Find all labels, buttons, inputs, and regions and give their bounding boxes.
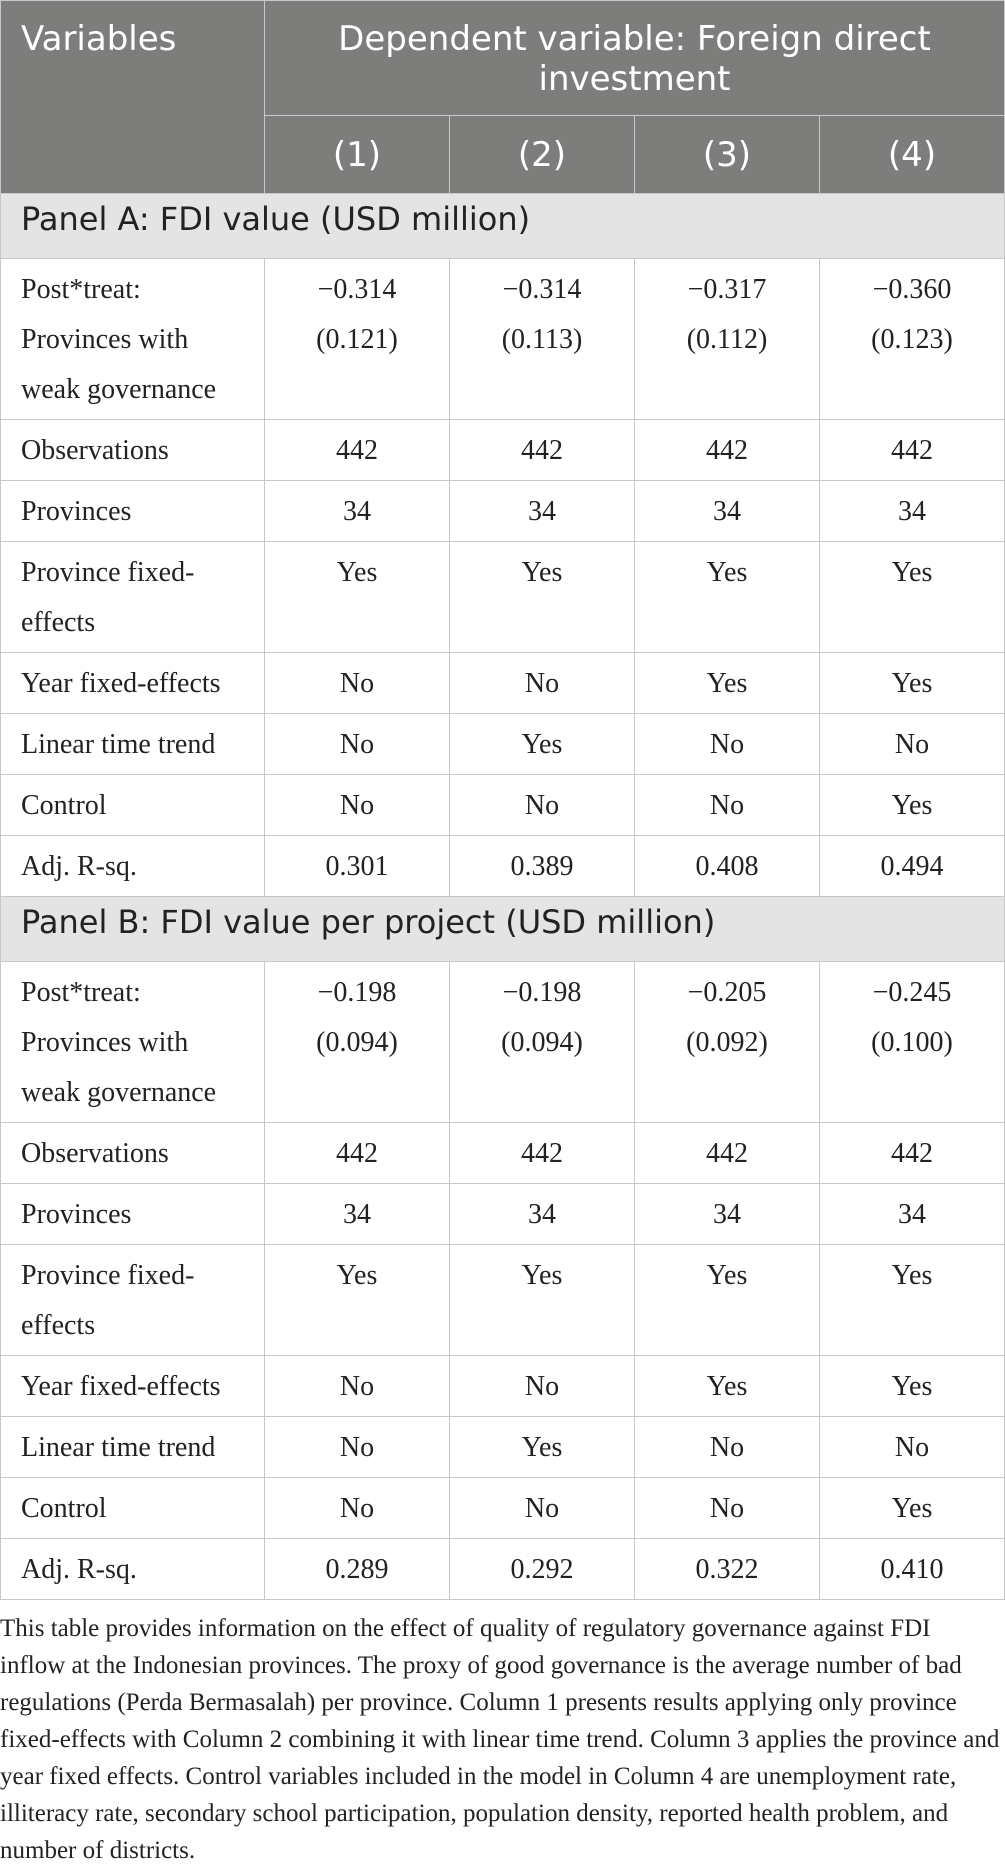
cell-value: No [339, 729, 375, 760]
row-label [1, 1123, 265, 1184]
cell-value: 34 [528, 1199, 556, 1230]
cell-value: −0.198 [317, 977, 397, 1008]
table-cell [265, 1245, 450, 1356]
table-cell [820, 836, 1005, 897]
cell-value: 442 [891, 1138, 933, 1169]
table-cell [635, 420, 820, 481]
table-cell [450, 775, 635, 836]
row-label [1, 1245, 265, 1356]
row-label-line: Provinces [21, 496, 132, 527]
cell-value: 34 [898, 1199, 926, 1230]
table-cell [265, 1123, 450, 1184]
cell-value: No [894, 729, 930, 760]
cell-standard-error: (0.092) [686, 1027, 768, 1058]
row-label-line: Adj. R-sq. [21, 1554, 137, 1585]
panel-title: Panel A: FDI value (USD million) [1, 194, 1005, 259]
table-cell [450, 1478, 635, 1539]
table-cell [265, 1539, 450, 1600]
cell-value: No [524, 1371, 560, 1402]
row-label [1, 653, 265, 714]
table-row [1, 653, 1005, 714]
cell-value: No [709, 790, 745, 821]
table-row [1, 481, 1005, 542]
table-body [1, 194, 1005, 1600]
table-cell [635, 1123, 820, 1184]
row-label [1, 259, 265, 420]
table-row [1, 775, 1005, 836]
table-row [1, 259, 1005, 420]
column-header-1: (1) [265, 116, 450, 194]
table-header [1, 1, 1005, 194]
table-cell [820, 1356, 1005, 1417]
row-label-line: Year fixed-effects [21, 668, 221, 699]
cell-value: 0.292 [510, 1554, 574, 1585]
cell-value: 0.301 [325, 851, 389, 882]
cell-standard-error: (0.123) [871, 324, 953, 355]
row-label [1, 542, 265, 653]
cell-value: Yes [891, 1493, 933, 1524]
table-cell [450, 542, 635, 653]
table-cell [820, 1539, 1005, 1600]
table-cell [820, 1417, 1005, 1478]
cell-value: No [709, 1432, 745, 1463]
cell-value: 442 [521, 1138, 563, 1169]
table-cell [265, 1478, 450, 1539]
table-row [1, 962, 1005, 1123]
table-cell [635, 481, 820, 542]
cell-value: 0.389 [510, 851, 574, 882]
table-cell [635, 775, 820, 836]
row-label [1, 714, 265, 775]
panel-header-row [1, 897, 1005, 962]
table-cell [265, 1184, 450, 1245]
table-cell [265, 714, 450, 775]
table-row [1, 714, 1005, 775]
cell-value: 34 [528, 496, 556, 527]
row-label-line: weak governance [21, 1077, 217, 1108]
cell-value: Yes [521, 557, 563, 588]
cell-value: Yes [706, 557, 748, 588]
cell-value: Yes [891, 1371, 933, 1402]
cell-value: Yes [891, 1260, 933, 1291]
row-label [1, 1478, 265, 1539]
table-cell [265, 653, 450, 714]
table-cell [450, 1184, 635, 1245]
table-cell [265, 836, 450, 897]
table-cell [635, 1356, 820, 1417]
cell-value: Yes [521, 729, 563, 760]
row-label-line: Province fixed- [21, 1260, 195, 1291]
cell-value: No [894, 1432, 930, 1463]
cell-value: 34 [343, 496, 371, 527]
cell-value: 0.322 [695, 1554, 759, 1585]
cell-value: No [339, 1493, 375, 1524]
table-cell [635, 1417, 820, 1478]
cell-value: Yes [521, 1432, 563, 1463]
row-label [1, 775, 265, 836]
row-label-line: Linear time trend [21, 729, 216, 760]
table-cell [265, 1417, 450, 1478]
table-cell [820, 420, 1005, 481]
table-cell [635, 259, 820, 420]
table-row [1, 1478, 1005, 1539]
table-cell [820, 481, 1005, 542]
table-row [1, 542, 1005, 653]
cell-value: Yes [336, 557, 378, 588]
table-cell [820, 1184, 1005, 1245]
cell-value: 34 [713, 1199, 741, 1230]
column-header-3: (3) [635, 116, 820, 194]
cell-value: 442 [706, 1138, 748, 1169]
table-cell [635, 714, 820, 775]
cell-value: 0.408 [695, 851, 759, 882]
row-label-line: Provinces [21, 1199, 132, 1230]
row-label-line: Control [21, 790, 107, 821]
table-row [1, 836, 1005, 897]
row-label [1, 481, 265, 542]
cell-standard-error: (0.112) [686, 324, 768, 355]
row-label-line: Observations [21, 1138, 169, 1169]
row-label [1, 836, 265, 897]
table-cell [635, 1184, 820, 1245]
table-row [1, 1539, 1005, 1600]
table-cell [265, 542, 450, 653]
row-label-line: Provinces with [21, 324, 189, 355]
cell-value: 0.494 [880, 851, 944, 882]
row-label [1, 962, 265, 1123]
row-label-line: effects [21, 1310, 96, 1341]
table-cell [820, 1245, 1005, 1356]
cell-value: Yes [706, 1371, 748, 1402]
cell-value: 34 [898, 496, 926, 527]
table-cell [820, 962, 1005, 1123]
row-label-line: effects [21, 607, 96, 638]
cell-value: 34 [343, 1199, 371, 1230]
row-label [1, 420, 265, 481]
table-row [1, 420, 1005, 481]
table-row [1, 1123, 1005, 1184]
table-cell [450, 653, 635, 714]
table-cell [635, 542, 820, 653]
table-cell [265, 962, 450, 1123]
cell-value: Yes [706, 1260, 748, 1291]
table-cell [450, 420, 635, 481]
cell-value: No [339, 790, 375, 821]
table-cell [450, 836, 635, 897]
table-row [1, 1184, 1005, 1245]
variables-header: Variables [1, 1, 265, 194]
table-cell [820, 653, 1005, 714]
cell-value: Yes [891, 790, 933, 821]
table-cell [450, 1356, 635, 1417]
cell-value: 442 [336, 1138, 378, 1169]
cell-standard-error: (0.113) [501, 324, 583, 355]
cell-value: Yes [891, 668, 933, 699]
row-label [1, 1539, 265, 1600]
row-label-line: Province fixed- [21, 557, 195, 588]
table-cell [820, 775, 1005, 836]
table-row [1, 1356, 1005, 1417]
table-cell [820, 1478, 1005, 1539]
panel-title: Panel B: FDI value per project (USD million) [1, 897, 1005, 962]
table-cell [450, 481, 635, 542]
table-cell [450, 1539, 635, 1600]
table-cell [450, 962, 635, 1123]
row-label-line: Linear time trend [21, 1432, 216, 1463]
table-footnote: This table provides information on the effect of quality of regulatory governance against FDI inflow at the Indonesian provinces. The proxy of good governance is the average number of bad regulations (Perda Bermasalah) per province. Column 1 presents results applying only province fixed-effects with Column 2 combining it with linear time trend. Column 3 applies the province and year fixed effects. Control variables included in the model in Column 4 are unemployment rate, illiteracy rate, secondary school participation, population density, reported health problem, and number of districts. [0, 1615, 1000, 1864]
table-cell [265, 775, 450, 836]
row-label-line: weak governance [21, 374, 217, 405]
cell-value: No [524, 1493, 560, 1524]
cell-value: No [524, 790, 560, 821]
cell-value: No [339, 668, 375, 699]
cell-value: 442 [336, 435, 378, 466]
table-cell [635, 1245, 820, 1356]
cell-standard-error: (0.100) [871, 1027, 953, 1058]
row-label-line: Post*treat: [21, 977, 141, 1008]
cell-value: No [339, 1371, 375, 1402]
table-cell [635, 1539, 820, 1600]
table-cell [265, 420, 450, 481]
cell-value: No [709, 1493, 745, 1524]
table-cell [820, 542, 1005, 653]
cell-value: 442 [521, 435, 563, 466]
cell-value: −0.198 [502, 977, 582, 1008]
row-label-line: Provinces with [21, 1027, 189, 1058]
cell-value: Yes [336, 1260, 378, 1291]
cell-value: No [709, 729, 745, 760]
table-cell [820, 259, 1005, 420]
row-label-line: Adj. R-sq. [21, 851, 137, 882]
dependent-variable-header: Dependent variable: Foreign direct investment [265, 1, 1005, 116]
cell-standard-error: (0.094) [316, 1027, 398, 1058]
row-label [1, 1417, 265, 1478]
cell-value: −0.245 [872, 977, 952, 1008]
cell-value: −0.360 [872, 274, 952, 305]
cell-value: 0.410 [880, 1554, 944, 1585]
row-label [1, 1184, 265, 1245]
cell-value: No [524, 668, 560, 699]
table-cell [450, 1245, 635, 1356]
table-cell [820, 714, 1005, 775]
cell-value: No [339, 1432, 375, 1463]
cell-value: Yes [521, 1260, 563, 1291]
cell-value: 442 [706, 435, 748, 466]
cell-value: −0.314 [317, 274, 397, 305]
table-cell [635, 962, 820, 1123]
table-cell [265, 259, 450, 420]
cell-value: 34 [713, 496, 741, 527]
table-cell [450, 1417, 635, 1478]
table-cell [450, 1123, 635, 1184]
column-header-4: (4) [820, 116, 1005, 194]
table-cell [635, 1478, 820, 1539]
table-row [1, 1417, 1005, 1478]
cell-standard-error: (0.094) [501, 1027, 583, 1058]
row-label-line: Post*treat: [21, 274, 141, 305]
row-label [1, 1356, 265, 1417]
row-label-line: Year fixed-effects [21, 1371, 221, 1402]
cell-standard-error: (0.121) [316, 324, 398, 355]
cell-value: Yes [891, 557, 933, 588]
row-label-line: Observations [21, 435, 169, 466]
cell-value: −0.314 [502, 274, 582, 305]
table-cell [265, 1356, 450, 1417]
table-cell [265, 481, 450, 542]
cell-value: 442 [891, 435, 933, 466]
table-cell [635, 836, 820, 897]
row-label-line: Control [21, 1493, 107, 1524]
table-cell [820, 1123, 1005, 1184]
table-cell [450, 714, 635, 775]
table-row [1, 1245, 1005, 1356]
panel-header-row [1, 194, 1005, 259]
cell-value: −0.317 [687, 274, 767, 305]
column-header-2: (2) [450, 116, 635, 194]
cell-value: Yes [706, 668, 748, 699]
table-cell [635, 653, 820, 714]
cell-value: −0.205 [687, 977, 767, 1008]
cell-value: 0.289 [325, 1554, 389, 1585]
table-cell [450, 259, 635, 420]
